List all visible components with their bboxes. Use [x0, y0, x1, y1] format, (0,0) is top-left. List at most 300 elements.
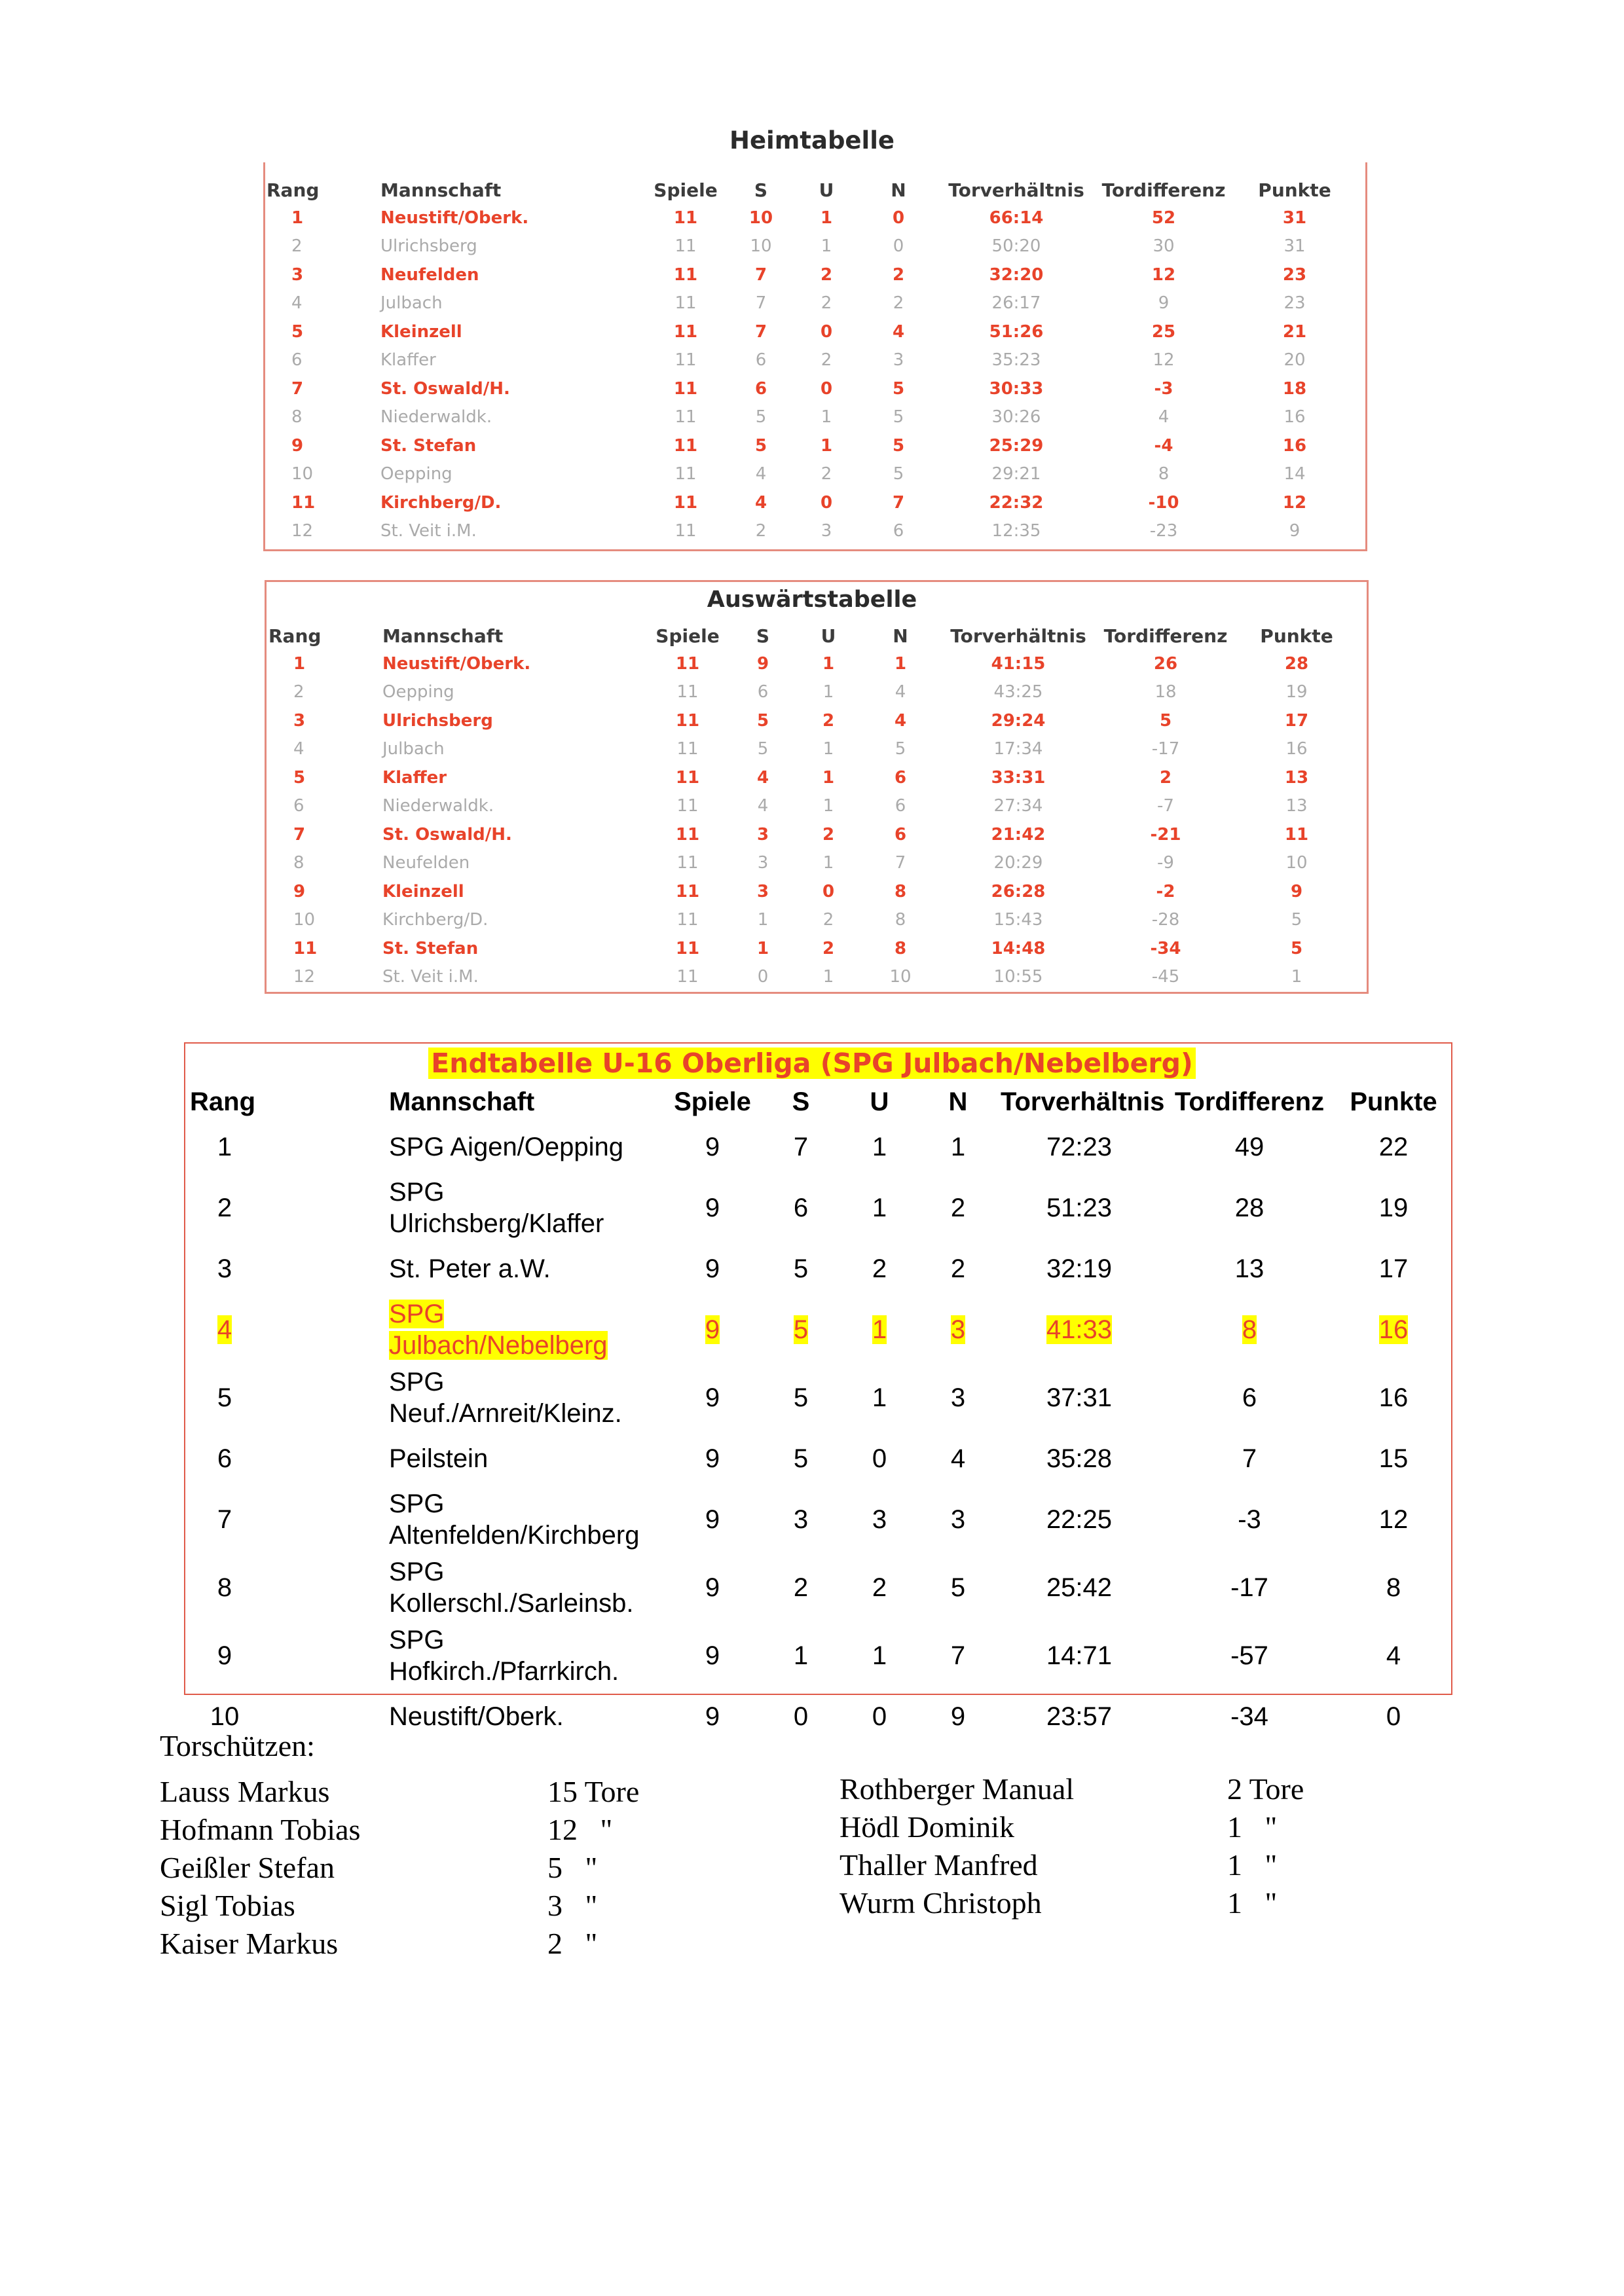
value-cell: [915, 1485, 1001, 1554]
value-cell: 35:23: [991, 350, 1041, 371]
punkte-value: 17: [1378, 1254, 1409, 1283]
n-value: 3: [950, 1504, 966, 1534]
tore-value: 25:42: [1046, 1573, 1113, 1602]
value-cell: [758, 1622, 843, 1690]
rank-cell: 12: [291, 521, 314, 541]
table-row: [267, 431, 1360, 460]
team-name-line2: Julbach/Nebelberg: [389, 1331, 608, 1360]
rank-cell: 1: [291, 208, 304, 228]
header-col-5: N: [891, 179, 906, 201]
value-cell: [915, 1120, 1001, 1174]
team-cell: [261, 1174, 667, 1242]
rank-value: 5: [217, 1383, 232, 1412]
table-header-row: [268, 622, 1362, 649]
value-cell: 11: [675, 767, 700, 788]
scorer-goals: 1 ": [1227, 1886, 1278, 1920]
team-cell: [261, 1690, 667, 1743]
team-cell: [261, 1432, 667, 1485]
s-value: 5: [793, 1315, 809, 1344]
value-cell: 0: [892, 208, 905, 228]
table-row: [189, 1690, 1446, 1743]
header-col-5: N: [948, 1087, 968, 1116]
value-cell: [1158, 1554, 1341, 1622]
table-row: [189, 1174, 1446, 1242]
value-cell: [915, 1296, 1001, 1364]
value-cell: [915, 1364, 1001, 1432]
scorer-goals: 1 ": [1227, 1810, 1278, 1844]
value-cell: 16: [1283, 407, 1306, 428]
team-cell: Julbach: [380, 293, 443, 314]
value-cell: [1158, 1622, 1341, 1690]
auswaertstabelle-title: Auswärtstabelle: [707, 587, 917, 613]
value-cell: 28: [1284, 653, 1309, 674]
value-cell: [758, 1554, 843, 1622]
value-cell: [1001, 1690, 1158, 1743]
value-cell: 29:24: [991, 710, 1046, 731]
value-cell: 8: [895, 910, 906, 930]
value-cell: 2: [821, 350, 832, 371]
value-cell: 2: [820, 264, 833, 285]
value-cell: 11: [675, 653, 700, 674]
table-row: [189, 1622, 1446, 1690]
diff-value: 49: [1234, 1132, 1264, 1161]
tore-value: 72:23: [1046, 1132, 1113, 1161]
header-mannschaft: Mannschaft: [389, 1087, 535, 1116]
value-cell: [667, 1622, 758, 1690]
value-cell: 10: [889, 967, 912, 987]
value-cell: 11: [673, 492, 698, 513]
header-col-4: U: [821, 625, 836, 647]
rank-cell: 3: [293, 710, 306, 731]
team-cell: Julbach: [382, 739, 445, 759]
team-name-line2: Neuf./Arnreit/Kleinz.: [389, 1399, 622, 1428]
team-name-line1: Neustift/Oberk.: [389, 1702, 564, 1731]
value-cell: 4: [754, 492, 767, 513]
value-cell: 26: [1153, 653, 1178, 674]
team-cell: Kirchberg/D.: [380, 492, 502, 513]
value-cell: 30: [1153, 236, 1175, 257]
value-cell: 2: [1159, 767, 1172, 788]
value-cell: 10:55: [993, 967, 1043, 987]
value-cell: 18: [1282, 378, 1307, 399]
value-cell: 6: [755, 350, 767, 371]
header-col-6: Torverhältnis: [948, 179, 1084, 201]
value-cell: 1: [822, 853, 834, 873]
heimtabelle-body: [267, 204, 1360, 545]
spiele-value: 9: [705, 1444, 720, 1473]
value-cell: -3: [1154, 378, 1173, 399]
value-cell: 0: [820, 378, 833, 399]
value-cell: -7: [1157, 796, 1174, 816]
value-cell: 11: [674, 464, 697, 484]
value-cell: 25: [1151, 321, 1176, 342]
value-cell: 0: [820, 492, 833, 513]
u-value: 1: [872, 1383, 887, 1412]
value-cell: 26:17: [991, 293, 1041, 314]
value-cell: [1341, 1120, 1446, 1174]
team-cell: [261, 1242, 667, 1296]
value-cell: 2: [822, 824, 835, 845]
value-cell: 1: [822, 967, 834, 987]
n-value: 4: [950, 1444, 966, 1473]
value-cell: 4: [756, 767, 769, 788]
value-cell: 8: [894, 881, 907, 902]
value-cell: 30:33: [989, 378, 1044, 399]
rank-cell: 2: [291, 236, 303, 257]
endtabelle: [189, 1084, 1446, 1743]
heimtabelle: [267, 176, 1360, 545]
value-cell: [1341, 1554, 1446, 1622]
team-cell: Kirchberg/D.: [382, 910, 489, 930]
diff-value: 28: [1234, 1193, 1264, 1222]
scorer-name: Lauss Markus: [160, 1775, 330, 1808]
spiele-value: 9: [705, 1193, 720, 1222]
value-cell: [1001, 1622, 1158, 1690]
punkte-value: 15: [1378, 1444, 1409, 1473]
value-cell: 5: [892, 378, 905, 399]
u-value: 2: [872, 1254, 887, 1283]
value-cell: 11: [675, 938, 700, 958]
team-cell: [261, 1622, 667, 1690]
header-rang: Rang: [268, 625, 322, 647]
scorer-name: Sigl Tobias: [160, 1889, 295, 1922]
value-cell: 11: [675, 710, 700, 731]
value-cell: [667, 1174, 758, 1242]
rank-cell: 5: [291, 321, 304, 342]
team-name-line2: Kollerschl./Sarleinsb.: [389, 1589, 634, 1618]
value-cell: 1: [822, 653, 835, 674]
table-row: [268, 735, 1362, 764]
value-cell: [758, 1242, 843, 1296]
n-value: 2: [950, 1193, 966, 1222]
spiele-value: 9: [705, 1573, 720, 1602]
rank-cell: 10: [291, 464, 314, 484]
value-cell: 3: [756, 881, 769, 902]
value-cell: [915, 1242, 1001, 1296]
header-col-2: Spiele: [674, 1087, 751, 1116]
header-col-8: Punkte: [1258, 179, 1331, 201]
table-header-row: [189, 1084, 1446, 1120]
value-cell: [843, 1296, 915, 1364]
value-cell: 6: [894, 824, 907, 845]
team-cell: Neustift/Oberk.: [380, 208, 529, 228]
rank-cell: 7: [291, 378, 304, 399]
value-cell: 3: [893, 350, 904, 371]
value-cell: 1: [1291, 967, 1302, 987]
rank-cell: 11: [293, 938, 318, 958]
tore-value: 14:71: [1046, 1641, 1113, 1670]
table-row: [189, 1485, 1446, 1554]
value-cell: -10: [1148, 492, 1179, 513]
value-cell: 5: [893, 407, 904, 428]
s-value: 7: [793, 1132, 809, 1161]
rank-cell: 7: [293, 824, 306, 845]
diff-value: -17: [1230, 1573, 1268, 1602]
u-value: 1: [872, 1315, 887, 1344]
table-row: [267, 403, 1360, 432]
s-value: 5: [793, 1383, 809, 1412]
value-cell: 11: [676, 682, 699, 702]
s-value: 6: [793, 1193, 809, 1222]
table-row: [267, 517, 1360, 546]
team-name-line2: Hofkirch./Pfarrkirch.: [389, 1657, 619, 1686]
punkte-value: 16: [1378, 1383, 1409, 1412]
value-cell: 51:26: [989, 321, 1044, 342]
header-col-8: Punkte: [1350, 1087, 1437, 1116]
header-col-4: U: [819, 179, 834, 201]
value-cell: [1001, 1485, 1158, 1554]
header-mannschaft: Mannschaft: [382, 625, 504, 647]
value-cell: 2: [892, 264, 905, 285]
value-cell: 29:21: [991, 464, 1041, 484]
value-cell: 2: [821, 464, 832, 484]
value-cell: 5: [756, 710, 769, 731]
value-cell: [758, 1364, 843, 1432]
value-cell: [1341, 1432, 1446, 1485]
u-value: 0: [872, 1702, 887, 1731]
n-value: 3: [950, 1315, 966, 1344]
value-cell: 11: [676, 853, 699, 873]
value-cell: [1341, 1364, 1446, 1432]
team-cell: Oepping: [380, 464, 452, 484]
team-name-line1: SPG: [389, 1626, 445, 1654]
value-cell: -45: [1151, 967, 1180, 987]
table-row: [267, 346, 1360, 375]
punkte-value: 16: [1378, 1315, 1409, 1344]
team-cell: [261, 1485, 667, 1554]
value-cell: [1001, 1554, 1158, 1622]
table-row: [189, 1242, 1446, 1296]
rank-cell: 3: [291, 264, 304, 285]
value-cell: [843, 1120, 915, 1174]
scorer-name: Hödl Dominik: [840, 1810, 1015, 1844]
rank-cell: 12: [293, 967, 316, 987]
s-value: 1: [793, 1641, 809, 1670]
team-name-line1: SPG: [389, 1300, 445, 1328]
u-value: 2: [872, 1573, 887, 1602]
u-value: 0: [872, 1444, 887, 1473]
tore-value: 23:57: [1046, 1702, 1113, 1731]
tore-value: 22:25: [1046, 1504, 1113, 1534]
value-cell: 10: [750, 236, 772, 257]
header-col-6: Torverhältnis: [1001, 1087, 1165, 1116]
scorer-row: [840, 1848, 1363, 1886]
header-col-4: U: [870, 1087, 889, 1116]
value-cell: 12: [1282, 492, 1307, 513]
header-col-7: Tordifferenz: [1103, 625, 1228, 647]
team-cell: Neufelden: [380, 264, 479, 285]
value-cell: -17: [1151, 739, 1180, 759]
tore-value: 41:33: [1046, 1315, 1113, 1344]
value-cell: 17:34: [993, 739, 1043, 759]
punkte-value: 19: [1378, 1193, 1409, 1222]
header-col-5: N: [893, 625, 908, 647]
value-cell: [1158, 1174, 1341, 1242]
scorer-row: [840, 1886, 1363, 1923]
scorer-name: Kaiser Markus: [160, 1927, 339, 1960]
value-cell: 13: [1285, 796, 1308, 816]
scorer-row: [160, 1888, 684, 1926]
value-cell: 7: [754, 264, 767, 285]
value-cell: 21:42: [991, 824, 1046, 845]
value-cell: [667, 1554, 758, 1622]
value-cell: [843, 1364, 915, 1432]
value-cell: -28: [1151, 910, 1180, 930]
header-col-3: S: [792, 1087, 810, 1116]
value-cell: [915, 1432, 1001, 1485]
value-cell: [1341, 1242, 1446, 1296]
value-cell: 11: [673, 208, 698, 228]
value-cell: [1158, 1690, 1341, 1743]
value-cell: 6: [893, 521, 904, 541]
value-cell: 1: [821, 407, 832, 428]
header-col-7: Tordifferenz: [1101, 179, 1226, 201]
value-cell: 11: [673, 321, 698, 342]
table-row: [268, 906, 1362, 935]
endtabelle-title: [0, 1048, 1624, 1079]
value-cell: 5: [1291, 910, 1302, 930]
value-cell: [843, 1174, 915, 1242]
team-name-line2: Altenfelden/Kirchberg: [389, 1521, 640, 1550]
rank-cell: [189, 1554, 261, 1622]
value-cell: 4: [1158, 407, 1170, 428]
rank-value: 4: [217, 1315, 232, 1344]
table-row: [267, 261, 1360, 289]
team-name-line1: SPG: [389, 1368, 445, 1396]
value-cell: 4: [894, 710, 907, 731]
scorer-goals: 12 ": [547, 1813, 613, 1846]
value-cell: 9: [1290, 881, 1303, 902]
value-cell: 43:25: [993, 682, 1043, 702]
rank-cell: 10: [293, 910, 316, 930]
n-value: 7: [950, 1641, 966, 1670]
team-cell: [261, 1296, 667, 1364]
table-row: [189, 1120, 1446, 1174]
value-cell: 17: [1284, 710, 1309, 731]
s-value: 3: [793, 1504, 809, 1534]
scorer-row: [160, 1774, 684, 1812]
rank-value: 7: [217, 1504, 232, 1534]
spiele-value: 9: [705, 1254, 720, 1283]
scorer-name: Rothberger Manual: [840, 1772, 1075, 1806]
team-name-line1: SPG: [389, 1558, 445, 1586]
table-row: [268, 849, 1362, 878]
team-cell: Neufelden: [382, 853, 470, 873]
value-cell: 23: [1282, 264, 1307, 285]
rank-value: 2: [217, 1193, 232, 1222]
team-cell: Klaffer: [380, 350, 436, 371]
value-cell: 18: [1154, 682, 1177, 702]
scorer-name: Hofmann Tobias: [160, 1813, 361, 1846]
header-col-6: Torverhältnis: [950, 625, 1086, 647]
value-cell: 0: [820, 321, 833, 342]
n-value: 2: [950, 1254, 966, 1283]
team-cell: Niederwaldk.: [382, 796, 494, 816]
table-row: [268, 792, 1362, 821]
team-cell: [261, 1554, 667, 1622]
value-cell: [1341, 1622, 1446, 1690]
value-cell: [1001, 1174, 1158, 1242]
n-value: 9: [950, 1702, 966, 1731]
scorer-row: [160, 1926, 684, 1964]
value-cell: [843, 1690, 915, 1743]
value-cell: 41:15: [991, 653, 1046, 674]
header-col-2: Spiele: [655, 625, 720, 647]
punkte-value: 4: [1386, 1641, 1401, 1670]
team-name-line1: St. Peter a.W.: [389, 1254, 551, 1283]
value-cell: 20:29: [993, 853, 1043, 873]
diff-value: -57: [1230, 1641, 1268, 1670]
value-cell: 11: [675, 824, 700, 845]
value-cell: 5: [892, 435, 905, 456]
value-cell: 11: [674, 236, 697, 257]
tore-value: 37:31: [1046, 1383, 1113, 1412]
value-cell: [915, 1174, 1001, 1242]
scorer-name: Geißler Stefan: [160, 1851, 335, 1884]
value-cell: [1158, 1432, 1341, 1485]
diff-value: 6: [1242, 1383, 1257, 1412]
table-row: [268, 820, 1362, 849]
rank-cell: [189, 1432, 261, 1485]
value-cell: 6: [757, 682, 769, 702]
tore-value: 32:19: [1046, 1254, 1113, 1283]
value-cell: 6: [754, 378, 767, 399]
rank-cell: 1: [293, 653, 306, 674]
value-cell: 7: [755, 293, 767, 314]
value-cell: 11: [673, 378, 698, 399]
scorer-goals: 2 ": [547, 1927, 598, 1960]
rank-value: 9: [217, 1641, 232, 1670]
table-row: [267, 289, 1360, 318]
value-cell: 31: [1283, 236, 1306, 257]
value-cell: 20: [1283, 350, 1306, 371]
value-cell: 2: [755, 521, 767, 541]
value-cell: 31: [1282, 208, 1307, 228]
scorers-right-column: [840, 1772, 1363, 1923]
header-col-7: Tordifferenz: [1174, 1087, 1325, 1116]
header-col-2: Spiele: [654, 179, 718, 201]
value-cell: 3: [821, 521, 832, 541]
punkte-value: 22: [1378, 1132, 1409, 1161]
value-cell: [667, 1432, 758, 1485]
value-cell: 23: [1283, 293, 1306, 314]
value-cell: 33:31: [991, 767, 1046, 788]
value-cell: 50:20: [991, 236, 1041, 257]
value-cell: 9: [1158, 293, 1170, 314]
value-cell: 11: [676, 796, 699, 816]
table-row: [267, 318, 1360, 346]
team-cell: St. Veit i.M.: [382, 967, 479, 987]
header-mannschaft: Mannschaft: [380, 179, 502, 201]
team-cell: St. Oswald/H.: [380, 378, 510, 399]
scorer-name: Thaller Manfred: [840, 1848, 1038, 1882]
value-cell: [843, 1554, 915, 1622]
s-value: 5: [793, 1254, 809, 1283]
rank-cell: [189, 1622, 261, 1690]
diff-value: 13: [1234, 1254, 1264, 1283]
table-row: [268, 877, 1362, 906]
rank-value: 8: [217, 1573, 232, 1602]
spiele-value: 9: [705, 1132, 720, 1161]
table-row: [268, 934, 1362, 963]
value-cell: 4: [895, 682, 906, 702]
punkte-value: 0: [1386, 1702, 1401, 1731]
table-row: [267, 374, 1360, 403]
spiele-value: 9: [705, 1702, 720, 1731]
rank-cell: 8: [291, 407, 303, 428]
value-cell: 9: [1289, 521, 1301, 541]
table-row: [189, 1432, 1446, 1485]
